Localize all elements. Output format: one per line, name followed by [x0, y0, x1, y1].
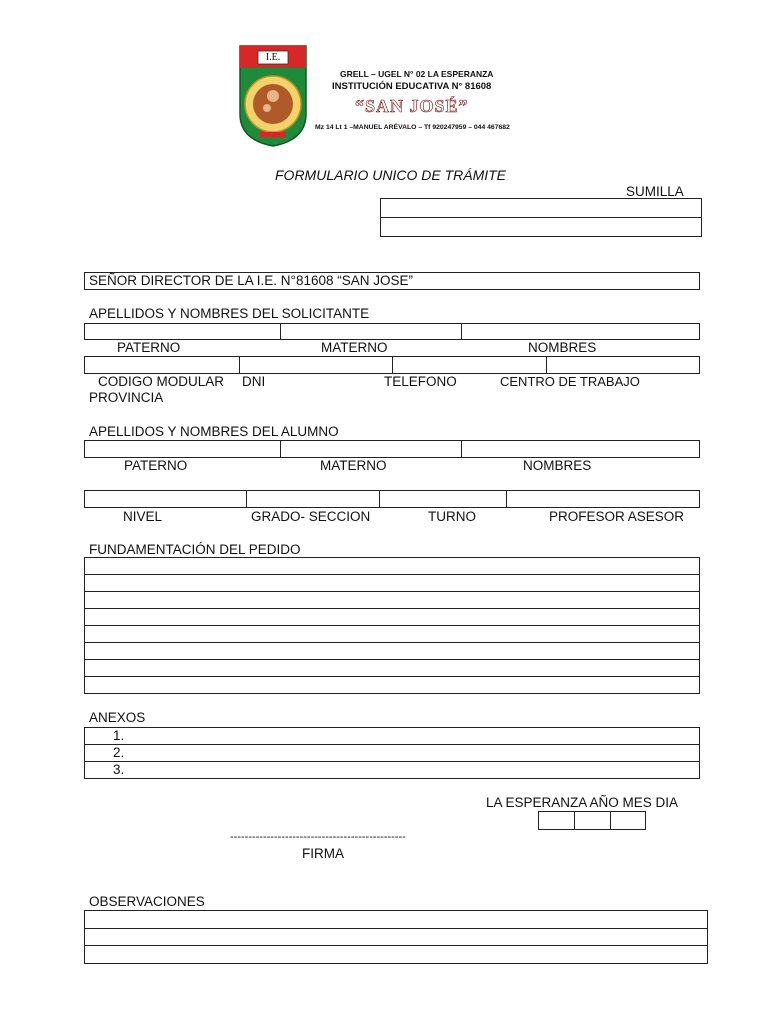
- solicitante-info-row: [84, 356, 700, 374]
- alumno-materno-field[interactable]: [281, 441, 462, 457]
- turno-field[interactable]: [380, 491, 507, 507]
- anexo-item[interactable]: 3.: [113, 762, 125, 777]
- alumno-names-row: [84, 440, 700, 458]
- anexos-title: ANEXOS: [89, 710, 146, 725]
- solicitante-nombres-field[interactable]: [462, 324, 699, 339]
- alumno-materno-label: MATERNO: [320, 458, 387, 473]
- fundamentacion-line[interactable]: [85, 626, 699, 643]
- solicitante-materno-label: MATERNO: [321, 340, 388, 355]
- solicitante-nombres-label: NOMBRES: [528, 340, 597, 355]
- school-shield-logo: [238, 44, 308, 148]
- dni-label: DNI: [242, 374, 266, 389]
- solicitante-title: APELLIDOS Y NOMBRES DEL SOLICITANTE: [89, 306, 370, 321]
- firma-line: ------------------------------------------------: [230, 831, 406, 843]
- anexo-item[interactable]: 1.: [85, 728, 699, 745]
- header-address: Mz 14 Lt 1 –MANUEL ARÉVALO – Tf 920247959 – 044 467682: [315, 124, 510, 131]
- observaciones-box[interactable]: [84, 910, 708, 964]
- sumilla-label: SUMILLA: [626, 184, 684, 199]
- header-line-1: GRELL – UGEL N° 02 LA ESPERANZA: [340, 69, 494, 79]
- profesor-asesor-label: PROFESOR ASESOR: [549, 509, 685, 524]
- shield-label: I.E.: [265, 52, 281, 63]
- fecha-ano-field[interactable]: [539, 812, 575, 829]
- codigo-modular-field[interactable]: [85, 357, 240, 373]
- fundamentacion-box[interactable]: [84, 557, 700, 694]
- fundamentacion-line[interactable]: [85, 677, 699, 693]
- codigo-modular-label: CODIGO MODULAR: [98, 374, 225, 389]
- fecha-boxes: [538, 811, 646, 830]
- provincia-label: PROVINCIA: [89, 390, 164, 405]
- form-title: FORMULARIO UNICO DE TRÁMITE: [275, 167, 507, 183]
- header-line-2: INSTITUCIÓN EDUCATIVA N° 81608: [332, 81, 492, 92]
- firma-label: FIRMA: [302, 846, 344, 861]
- anexo-item[interactable]: 2.: [85, 745, 699, 762]
- sumilla-line-1[interactable]: [381, 199, 701, 218]
- solicitante-materno-field[interactable]: [281, 324, 462, 339]
- turno-label: TURNO: [428, 509, 476, 524]
- fecha-label: LA ESPERANZA AÑO MES DIA: [486, 795, 679, 810]
- fundamentacion-line[interactable]: [85, 643, 699, 660]
- alumno-nombres-field[interactable]: [462, 441, 699, 457]
- centro-trabajo-field[interactable]: [547, 357, 699, 373]
- observaciones-line[interactable]: [85, 911, 707, 929]
- observaciones-line[interactable]: [85, 929, 707, 946]
- solicitante-names-row: [84, 323, 700, 340]
- fundamentacion-line[interactable]: [85, 558, 699, 575]
- alumno-paterno-field[interactable]: [85, 441, 281, 457]
- solicitante-paterno-label: PATERNO: [117, 340, 181, 355]
- fundamentacion-line[interactable]: [85, 592, 699, 609]
- alumno-school-row: [84, 490, 700, 508]
- profesor-asesor-field[interactable]: [507, 491, 699, 507]
- director-box: [84, 272, 700, 290]
- telefono-label: TELEFONO: [384, 374, 457, 389]
- observaciones-line[interactable]: [85, 946, 707, 963]
- sumilla-box[interactable]: [380, 198, 702, 237]
- fundamentacion-line[interactable]: [85, 660, 699, 677]
- fundamentacion-line[interactable]: [85, 575, 699, 592]
- centro-trabajo-label: CENTRO DE TRABAJO: [500, 374, 640, 389]
- school-name: “SAN JOSÉ”: [355, 96, 469, 116]
- grado-seccion-label: GRADO- SECCION: [251, 509, 371, 524]
- nivel-label: NIVEL: [123, 509, 163, 524]
- director-line: SEÑOR DIRECTOR DE LA I.E. N°81608 “SAN JOSE”: [89, 273, 413, 288]
- fecha-mes-field[interactable]: [575, 812, 611, 829]
- observaciones-title: OBSERVACIONES: [89, 894, 205, 909]
- dni-field[interactable]: [240, 357, 393, 373]
- nivel-field[interactable]: [85, 491, 247, 507]
- fecha-dia-field[interactable]: [611, 812, 645, 829]
- fundamentacion-title: FUNDAMENTACIÓN DEL PEDIDO: [89, 542, 301, 557]
- telefono-field[interactable]: [393, 357, 547, 373]
- alumno-paterno-label: PATERNO: [124, 458, 188, 473]
- grado-seccion-field[interactable]: [247, 491, 380, 507]
- alumno-title: APELLIDOS Y NOMBRES DEL ALUMNO: [89, 424, 339, 439]
- sumilla-line-2[interactable]: [381, 218, 701, 236]
- alumno-nombres-label: NOMBRES: [523, 458, 592, 473]
- fundamentacion-line[interactable]: [85, 609, 699, 626]
- anexos-box: [84, 727, 700, 779]
- solicitante-paterno-field[interactable]: [85, 324, 281, 339]
